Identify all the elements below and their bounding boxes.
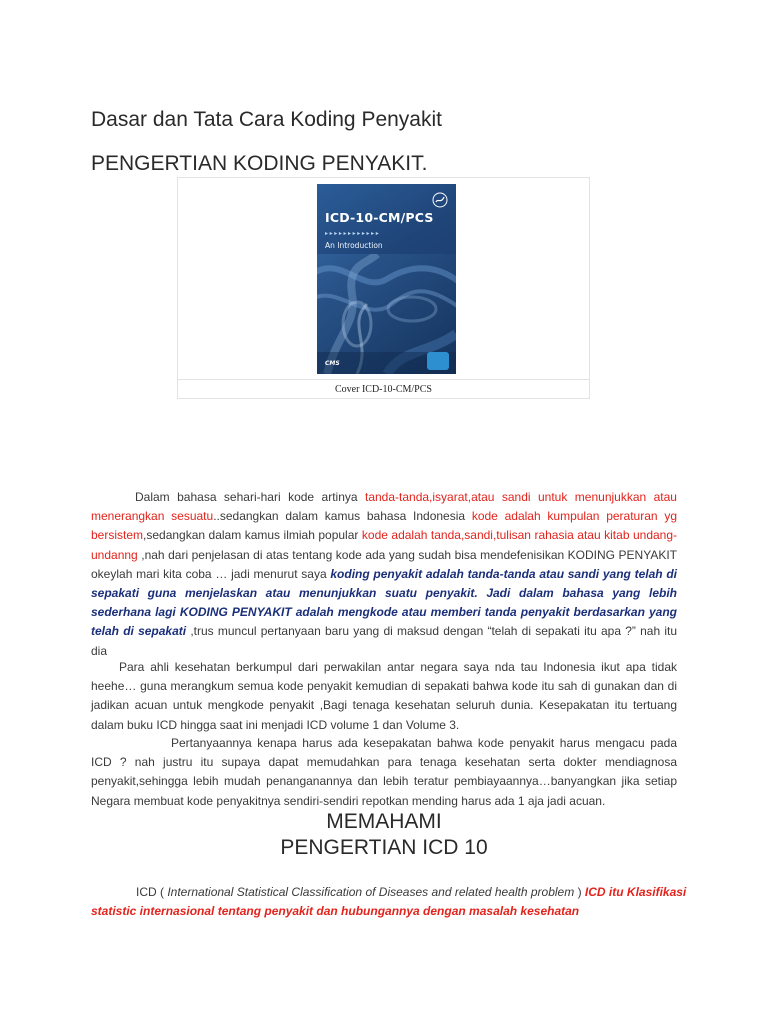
paragraph-definition [91, 488, 677, 661]
hhs-seal-icon [432, 192, 448, 208]
icd-definition [91, 883, 691, 921]
cover-arrow-row: ▸▸▸▸▸▸▸▸▸▸▸▸ [325, 230, 381, 237]
text-run: Dalam bahasa sehari-hari kode artinya [135, 490, 365, 504]
heading-memahami: MEMAHAMI [326, 810, 442, 833]
highlight-red: kode adalah tanda,sandi,tulisan rahasia atau kitab undang-undanng [91, 528, 678, 562]
text-run: ,nah dari penjelasan di atas tentang kode ada yang sudah bisa mendefenisikan KODING PENYAKIT okeylah mari kita coba … jadi menurut saya [91, 547, 677, 581]
text-run: ,trus muncul pertanyaan baru yang di maksud dengan “telah di sepakati itu apa ?” nah itu dia [91, 624, 677, 658]
text-run: ICD ( [136, 885, 168, 899]
emphasis-definition: koding penyakit adalah tanda-tanda atau sandi yang telah di sepakati guna menjelaskan atau menunjukkan suatu penyakit. Jadi dalam bahasa yang lebih sederhana lagi KODING PENYAKIT adalah mengkode atau memberi tanda penyakit berdasarkan yang telah di sepakati [91, 566, 678, 639]
paragraph-history [91, 658, 677, 735]
text-run: ..sedangkan dalam kamus bahasa Indonesia [213, 509, 472, 524]
text-run: ) [574, 885, 585, 899]
figure [177, 177, 590, 399]
document-title: Dasar dan Tata Cara Koding Penyakit [91, 108, 442, 131]
mln-logo-icon [427, 352, 449, 370]
cover-title: ICD-10-CM/PCS [325, 210, 434, 225]
icd-full-name: International Statistical Classification of Diseases and related health problem [167, 885, 575, 899]
figure-caption: Cover ICD-10-CM/PCS [178, 379, 589, 399]
cms-logo: CMS [325, 360, 340, 367]
heading-pengertian-icd: PENGERTIAN ICD 10 [280, 836, 488, 859]
text-run: ,sedangkan dalam kamus ilmiah popular [143, 528, 362, 543]
cover-subtitle: An Introduction [325, 241, 383, 250]
paragraph-reason [91, 734, 677, 811]
highlight-red: kode adalah kumpulan peraturan yg bersistem [91, 509, 678, 543]
section-heading: PENGERTIAN KODING PENYAKIT. [91, 152, 428, 175]
text-run: Para ahli kesehatan berkumpul dari perwakilan antar negara saya nda tau Indonesia ikut apa tidak heehe… guna merangkum semua kode penyakit kemudian di sepakati bahwa kode itu sah di gunakan dan di jadikan acuan untuk mengkode penyakit ,Bagi tenaga kesehatan seluruh dunia. Kesepakatan itu tertuang dalam buku ICD hingga saat ini menjadi ICD volume 1 dan Volume 3. [91, 660, 677, 732]
icd-definition-emphasis: ICD itu Klasifikasi statistic internasional tentang penyakit dan hubungannya dengan masalah kesehatan [91, 885, 687, 918]
book-cover-image [317, 184, 456, 374]
text-run: Pertanyaannya kenapa harus ada kesepakatan bahwa kode penyakit harus mengacu pada ICD ? nah justru itu supaya dapat memudahkan para tenaga kesehatan serta dokter mendiagnosa penyakit,sehingga lebih mudah penanganannya dan lebih teratur pembiayaannya…banyangkan jika setiap Negara membuat kode penyakitnya sendiri-sendiri repotkan mending harus ada 1 aja jadi acuan. [91, 736, 677, 808]
highlight-red: tanda-tanda,isyarat,atau sandi untuk menunjukkan atau menerangkan sesuatu [91, 490, 677, 524]
